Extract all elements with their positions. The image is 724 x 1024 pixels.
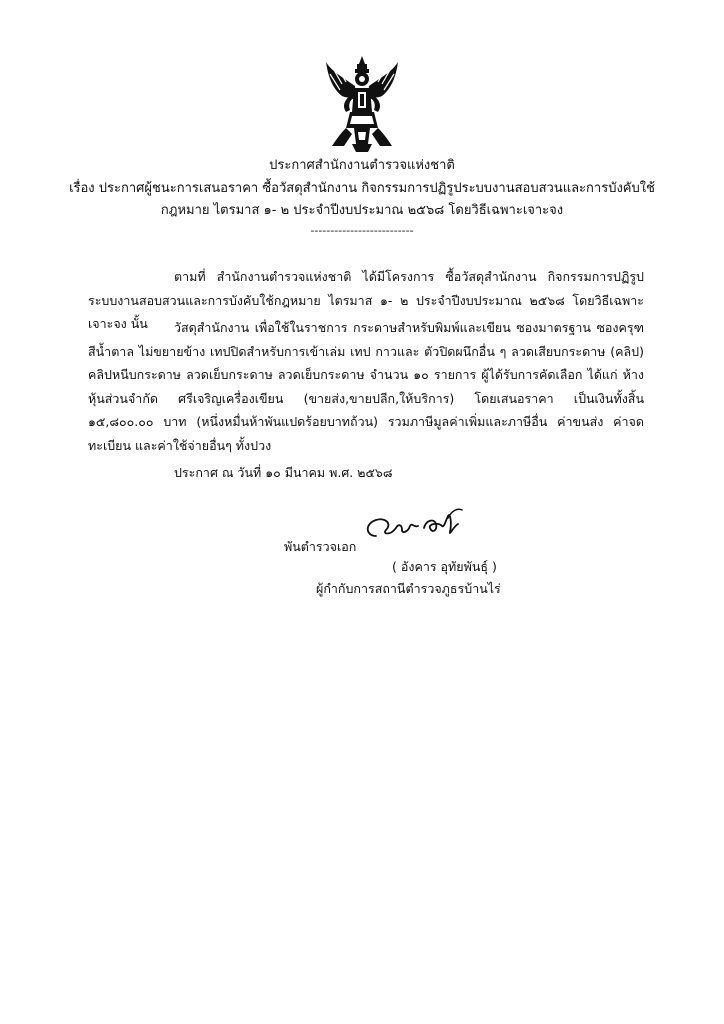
signer-name: ( อังคาร อุทัยพันธุ์ ) [392,559,497,574]
subject-line-2: กฎหมาย ไตรมาส ๑- ๒ ประจำปีงบประมาณ ๒๕๖๘ โดยวิธีเฉพาะเจาะจง [160,203,564,218]
handwritten-signature [362,506,472,548]
divider: -------------------------- [310,224,414,237]
page-title: ประกาศสำนักงานตำรวจแห่งชาติ [269,158,455,173]
signer-rank: พันตำรวจเอก [284,539,357,554]
issue-date: ประกาศ ณ วันที่ ๑๐ มีนาคม พ.ศ. ๒๕๖๘ [174,465,393,480]
signer-position: ผู้กำกับการสถานีตำรวจภูธรบ้านไร่ [316,581,501,596]
garuda-emblem-icon [322,54,402,154]
paragraph-2-text: วัสดุสำนักงาน เพื่อใช้ในราชการ กระดาษสำหรับพิมพ์และเขียน ซองมาตรฐาน ซองครุฑสีน้ำตาล ไม่ขยายข้าง เทปปิดสำหรับการเข้าเล่ม เทป กาวและ ตัวปิดผนึกอื่น ๆ ลวดเสียบกระดาษ (คลิป) คลิปหนีบกระดาษ ลวดเย็บกระดาษ ลวดเย็บกระดาษ จำนวน ๑๐ รายการ ผู้ได้รับการคัดเลือก ได้แก่ ห้างหุ้นส่วนจำกัด ศรีเจริญเครื่องเขียน (ขายส่ง,ขายปลีก,ให้บริการ) โดยเสนอราคา เป็นเงินทั้งสิ้น ๑๕,๘๐๐.๐๐ บาท (หนึ่งหมื่นห้าพันแปดร้อยบาทถ้วน) รวมภาษีมูลค่าเพิ่มและภาษีอื่น ค่าขนส่ง ค่าจดทะเบียน และค่าใช้จ่ายอื่นๆ ทั้งปวง [88,320,644,453]
paragraph-1-text: ตามที่ สำนักงานตำรวจแห่งชาติ ได้มีโครงการ ซื้อวัสดุสำนักงาน กิจกรรมการปฏิรูประบบงานสอบสวนและการบังคับใช้กฎหมาย ไตรมาส ๑- ๒ ประจำปีงบประมาณ ๒๕๖๘ โดยวิธีเฉพาะเจาะจง นั้น [88,269,644,331]
subject-line-1: เรื่อง ประกาศผู้ชนะการเสนอราคา ซื้อวัสดุสำนักงาน กิจกรรมการปฏิรูประบบงานสอบสวนและการบังคับใช้ [69,181,655,196]
paragraph-winner [88,316,644,457]
